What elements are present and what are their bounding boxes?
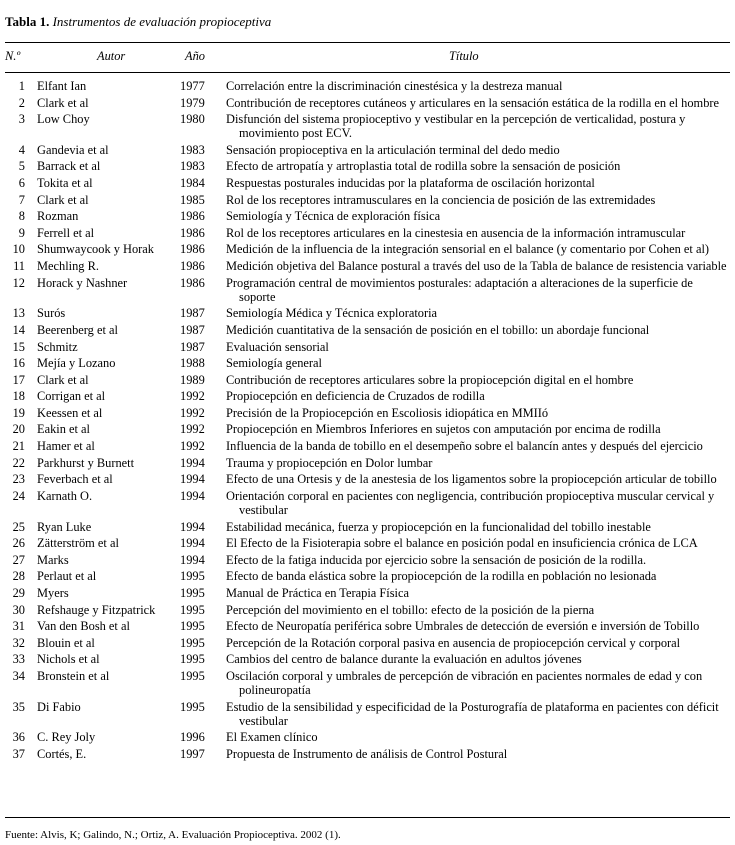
row-author: Blouin et al bbox=[37, 635, 95, 650]
row-number: 28 bbox=[12, 569, 25, 584]
row-title: Orientación corporal en pacientes con negligencia, contribución propioceptiva muscular cervical y vestibular bbox=[226, 488, 715, 517]
table-row bbox=[5, 356, 730, 373]
table-row bbox=[5, 536, 730, 553]
row-number: 5 bbox=[18, 159, 25, 174]
row-author: Karnath O. bbox=[37, 488, 93, 503]
row-number: 17 bbox=[12, 372, 25, 387]
row-number: 22 bbox=[12, 455, 25, 470]
row-author: C. Rey Joly bbox=[37, 730, 96, 745]
row-author: Hamer et al bbox=[37, 439, 95, 454]
row-number: 29 bbox=[12, 585, 25, 600]
row-title-cell bbox=[222, 747, 730, 764]
row-year: 1977 bbox=[180, 79, 205, 93]
row-year: 1997 bbox=[180, 746, 205, 761]
table-row bbox=[5, 472, 730, 489]
table-row bbox=[5, 603, 730, 620]
row-title: Influencia de la banda de tobillo en el desempeño sobre el balancín antes y después del ejercicio bbox=[226, 439, 703, 454]
row-year: 1979 bbox=[180, 95, 205, 110]
row-year: 1986 bbox=[180, 209, 205, 224]
row-number: 27 bbox=[12, 552, 25, 567]
row-author: Refshauge y Fitzpatrick bbox=[37, 602, 156, 617]
row-title: Respuestas posturales inducidas por la plataforma de oscilación horizontal bbox=[226, 176, 595, 191]
row-author: Tokita et al bbox=[37, 176, 93, 191]
row-number: 6 bbox=[18, 176, 25, 191]
row-author: Gandevia et al bbox=[37, 142, 109, 157]
caption-label: Tabla 1. bbox=[5, 14, 50, 29]
row-year: 1988 bbox=[180, 356, 205, 371]
row-title: Efecto de banda elástica sobre la propiocepción de la rodilla en población no lesionada bbox=[226, 569, 657, 584]
caption-text: Instrumentos de evaluación propioceptiva bbox=[52, 14, 272, 29]
row-title-cell bbox=[222, 422, 730, 439]
table-row bbox=[5, 730, 730, 747]
row-number: 1 bbox=[18, 79, 25, 93]
table-caption bbox=[5, 14, 271, 30]
table-row bbox=[5, 323, 730, 340]
row-number: 7 bbox=[18, 192, 25, 207]
table-row bbox=[5, 652, 730, 669]
row-title-cell bbox=[222, 730, 730, 747]
row-title: Programación central de movimientos posturales: adaptación a alteraciones de la superficie de soporte bbox=[226, 275, 693, 304]
table-row bbox=[5, 193, 730, 210]
row-author: Cortés, E. bbox=[37, 746, 87, 761]
row-title-cell bbox=[222, 226, 730, 243]
row-year: 1985 bbox=[180, 192, 205, 207]
top-rule bbox=[5, 42, 730, 43]
row-author: Elfant Ian bbox=[37, 79, 87, 93]
row-title: Precisión de la Propiocepción en Escoliosis idiopática en MMIIó bbox=[226, 405, 549, 420]
row-number: 21 bbox=[12, 439, 25, 454]
row-year: 1980 bbox=[180, 112, 205, 127]
row-title-cell bbox=[222, 520, 730, 537]
row-title: Evaluación sensorial bbox=[226, 339, 329, 354]
row-year: 1994 bbox=[180, 519, 205, 534]
row-author: Barrack et al bbox=[37, 159, 101, 174]
row-year: 1987 bbox=[180, 339, 205, 354]
row-title: Correlación entre la discriminación cinestésica y la destreza manual bbox=[226, 79, 563, 93]
row-number: 9 bbox=[18, 225, 25, 240]
row-author: Beerenberg et al bbox=[37, 322, 118, 337]
row-author: Van den Bosh et al bbox=[37, 619, 130, 634]
row-author: Surós bbox=[37, 306, 66, 321]
row-title-cell bbox=[222, 489, 730, 520]
row-year: 1994 bbox=[180, 536, 205, 551]
row-number: 16 bbox=[12, 356, 25, 371]
table-row bbox=[5, 226, 730, 243]
row-title: Rol de los receptores articulares en la cinestesia en ausencia de la información intramuscular bbox=[226, 225, 686, 240]
row-title: Rol de los receptores intramusculares en la conciencia de posición de las extremidades bbox=[226, 192, 656, 207]
table-row bbox=[5, 340, 730, 357]
table-row bbox=[5, 112, 730, 143]
row-year: 1994 bbox=[180, 455, 205, 470]
row-number: 11 bbox=[13, 259, 25, 274]
row-title-cell bbox=[222, 389, 730, 406]
row-title: Manual de Práctica en Terapia Física bbox=[226, 585, 409, 600]
row-title-cell bbox=[222, 159, 730, 176]
row-author: Perlaut et al bbox=[37, 569, 97, 584]
table-row bbox=[5, 439, 730, 456]
table-row bbox=[5, 389, 730, 406]
table-row bbox=[5, 456, 730, 473]
row-year: 1995 bbox=[180, 569, 205, 584]
table-row bbox=[5, 143, 730, 160]
row-author: Feverbach et al bbox=[37, 472, 113, 487]
table-row bbox=[5, 276, 730, 307]
row-author: Parkhurst y Burnett bbox=[37, 455, 135, 470]
row-title: Trauma y propiocepción en Dolor lumbar bbox=[226, 455, 433, 470]
row-year: 1986 bbox=[180, 242, 205, 257]
row-author: Corrigan et al bbox=[37, 389, 106, 404]
instruments-table bbox=[5, 79, 730, 763]
table-row bbox=[5, 700, 730, 731]
row-number: 30 bbox=[12, 602, 25, 617]
row-number: 35 bbox=[12, 699, 25, 714]
row-year: 1995 bbox=[180, 699, 205, 714]
header-author: Autor bbox=[97, 49, 126, 63]
row-author: Horack y Nashner bbox=[37, 275, 128, 290]
table-row bbox=[5, 520, 730, 537]
source-note: Fuente: Alvis, K; Galindo, N.; Ortiz, A. Evaluación Propioceptiva. 2002 (1). bbox=[5, 829, 341, 841]
row-author: Mechling R. bbox=[37, 259, 99, 274]
row-title-cell bbox=[222, 340, 730, 357]
row-author: Marks bbox=[37, 552, 69, 567]
row-title: Efecto de artropatía y artroplastia total de rodilla sobre la sensación de posición bbox=[226, 159, 621, 174]
row-year: 1995 bbox=[180, 635, 205, 650]
row-title-cell bbox=[222, 669, 730, 700]
row-year: 1994 bbox=[180, 488, 205, 503]
row-author: Eakin et al bbox=[37, 422, 90, 437]
row-author: Clark et al bbox=[37, 192, 89, 207]
row-title-cell bbox=[222, 306, 730, 323]
row-author: Low Choy bbox=[37, 112, 90, 127]
row-title-cell bbox=[222, 456, 730, 473]
row-title-cell bbox=[222, 112, 730, 143]
row-title-cell bbox=[222, 700, 730, 731]
row-title: Medición objetiva del Balance postural a través del uso de la Tabla de balance de resistencia variable bbox=[226, 259, 727, 274]
row-title-cell bbox=[222, 209, 730, 226]
row-title-cell bbox=[222, 373, 730, 390]
row-title-cell bbox=[222, 586, 730, 603]
row-year: 1992 bbox=[180, 439, 205, 454]
row-number: 24 bbox=[12, 488, 25, 503]
row-title: Contribución de receptores cutáneos y articulares en la sensación estática de la rodilla en el hombre bbox=[226, 95, 720, 110]
row-year: 1987 bbox=[180, 306, 205, 321]
row-title: Semiología Médica y Técnica exploratoria bbox=[226, 306, 438, 321]
row-title: Efecto de una Ortesis y de la anestesia de los ligamentos sobre la propiocepción articular de tobillo bbox=[226, 472, 717, 487]
row-author: Clark et al bbox=[37, 95, 89, 110]
row-title: Efecto de Neuropatía periférica sobre Umbrales de detección de eversión e inversión de Tobillo bbox=[226, 619, 700, 634]
row-number: 32 bbox=[12, 635, 25, 650]
row-year: 1986 bbox=[180, 259, 205, 274]
row-title: Semiología general bbox=[226, 356, 322, 371]
row-year: 1984 bbox=[180, 176, 205, 191]
row-title: Efecto de la fatiga inducida por ejercicio sobre la sensación de posición de la rodilla. bbox=[226, 552, 647, 567]
row-title-cell bbox=[222, 96, 730, 113]
row-title-cell bbox=[222, 553, 730, 570]
row-title-cell bbox=[222, 439, 730, 456]
row-title-cell bbox=[222, 176, 730, 193]
row-number: 34 bbox=[12, 668, 25, 683]
row-author: Mejía y Lozano bbox=[37, 356, 116, 371]
row-title: Semiología y Técnica de exploración física bbox=[226, 209, 441, 224]
row-year: 1987 bbox=[180, 322, 205, 337]
row-title-cell bbox=[222, 259, 730, 276]
row-title: Percepción del movimiento en el tobillo: efecto de la posición de la pierna bbox=[226, 602, 595, 617]
row-title-cell bbox=[222, 536, 730, 553]
row-number: 14 bbox=[12, 322, 25, 337]
row-year: 1992 bbox=[180, 405, 205, 420]
row-title-cell bbox=[222, 619, 730, 636]
row-number: 20 bbox=[12, 422, 25, 437]
table-row bbox=[5, 373, 730, 390]
row-year: 1996 bbox=[180, 730, 205, 745]
row-number: 10 bbox=[12, 242, 25, 257]
table-row bbox=[5, 159, 730, 176]
row-number: 13 bbox=[12, 306, 25, 321]
row-number: 18 bbox=[12, 389, 25, 404]
table-row bbox=[5, 406, 730, 423]
row-year: 1986 bbox=[180, 275, 205, 290]
table-row bbox=[5, 422, 730, 439]
row-title: Estabilidad mecánica, fuerza y propiocepción en la funcionalidad del tobillo inestable bbox=[226, 519, 651, 534]
row-number: 19 bbox=[12, 405, 25, 420]
row-title-cell bbox=[222, 276, 730, 307]
row-year: 1986 bbox=[180, 225, 205, 240]
row-year: 1995 bbox=[180, 619, 205, 634]
row-title-cell bbox=[222, 143, 730, 160]
row-author: Myers bbox=[37, 585, 69, 600]
table-row bbox=[5, 489, 730, 520]
table-row bbox=[5, 553, 730, 570]
row-year: 1994 bbox=[180, 472, 205, 487]
table-row bbox=[5, 586, 730, 603]
row-title-cell bbox=[222, 323, 730, 340]
row-title: Propuesta de Instrumento de análisis de Control Postural bbox=[226, 746, 508, 761]
row-title: Sensación propioceptiva en la articulación terminal del dedo medio bbox=[226, 142, 560, 157]
row-title: Estudio de la sensibilidad y especificidad de la Posturografía de plataforma en pacientes con déficit vestibular bbox=[226, 699, 719, 728]
row-author: Ryan Luke bbox=[37, 519, 92, 534]
row-author: Rozman bbox=[37, 209, 79, 224]
row-title-cell bbox=[222, 652, 730, 669]
row-author: Bronstein et al bbox=[37, 668, 110, 683]
table-row bbox=[5, 242, 730, 259]
row-year: 1983 bbox=[180, 142, 205, 157]
row-number: 3 bbox=[18, 112, 25, 127]
row-number: 25 bbox=[12, 519, 25, 534]
row-number: 12 bbox=[12, 275, 25, 290]
header-year: Año bbox=[185, 49, 205, 63]
row-title-cell bbox=[222, 79, 730, 96]
row-number: 8 bbox=[18, 209, 25, 224]
row-author: Shumwaycook y Horak bbox=[37, 242, 155, 257]
row-year: 1992 bbox=[180, 389, 205, 404]
row-title-cell bbox=[222, 193, 730, 210]
table-row bbox=[5, 619, 730, 636]
row-author: Schmitz bbox=[37, 339, 78, 354]
row-title: El Efecto de la Fisioterapia sobre el balance en posición podal en insuficiencia crónica de LCA bbox=[226, 536, 698, 551]
table-row bbox=[5, 176, 730, 193]
row-number: 33 bbox=[12, 652, 25, 667]
row-title: Medición de la influencia de la integración sensorial en el balance (y comentario por Cohen et al) bbox=[226, 242, 710, 257]
row-title-cell bbox=[222, 356, 730, 373]
row-title: El Examen clínico bbox=[226, 730, 318, 745]
row-title: Contribución de receptores articulares sobre la propiocepción digital en el hombre bbox=[226, 372, 634, 387]
table-row bbox=[5, 669, 730, 700]
row-author: Keessen et al bbox=[37, 405, 103, 420]
table-row bbox=[5, 569, 730, 586]
row-title: Percepción de la Rotación corporal pasiva en ausencia de propiocepción cervical y corporal bbox=[226, 635, 681, 650]
row-title: Medición cuantitativa de la sensación de posición en el tobillo: un abordaje funcional bbox=[226, 322, 650, 337]
table-row bbox=[5, 209, 730, 226]
row-number: 31 bbox=[12, 619, 25, 634]
row-title-cell bbox=[222, 636, 730, 653]
row-author: Di Fabio bbox=[37, 699, 81, 714]
bottom-rule bbox=[5, 817, 730, 818]
row-title-cell bbox=[222, 569, 730, 586]
row-author: Zätterström et al bbox=[37, 536, 119, 551]
row-title: Cambios del centro de balance durante la evaluación en adultos jóvenes bbox=[226, 652, 582, 667]
row-author: Nichols et al bbox=[37, 652, 100, 667]
row-number: 37 bbox=[12, 746, 25, 761]
table-row bbox=[5, 96, 730, 113]
row-title-cell bbox=[222, 406, 730, 423]
row-year: 1995 bbox=[180, 585, 205, 600]
row-number: 4 bbox=[18, 142, 25, 157]
row-number: 23 bbox=[12, 472, 25, 487]
row-year: 1983 bbox=[180, 159, 205, 174]
table-row bbox=[5, 747, 730, 764]
table-row bbox=[5, 259, 730, 276]
header-title: Título bbox=[449, 49, 479, 63]
row-title: Disfunción del sistema propioceptivo y vestibular en la percepción de verticalidad, postura y movimiento post ECV. bbox=[226, 112, 686, 141]
table-row bbox=[5, 306, 730, 323]
row-title-cell bbox=[222, 242, 730, 259]
row-number: 26 bbox=[12, 536, 25, 551]
row-title: Oscilación corporal y umbrales de percepción de vibración en pacientes normales de edad y con polineuropatía bbox=[226, 668, 703, 697]
table-row bbox=[5, 79, 730, 96]
header-rule bbox=[5, 72, 730, 73]
row-year: 1989 bbox=[180, 372, 205, 387]
row-number: 36 bbox=[12, 730, 25, 745]
row-year: 1992 bbox=[180, 422, 205, 437]
row-title-cell bbox=[222, 603, 730, 620]
row-year: 1994 bbox=[180, 552, 205, 567]
row-number: 15 bbox=[12, 339, 25, 354]
row-author: Ferrell et al bbox=[37, 225, 95, 240]
header-num: N.º bbox=[5, 49, 21, 63]
table-row bbox=[5, 636, 730, 653]
row-title: Propiocepción en deficiencia de Cruzados de rodilla bbox=[226, 389, 485, 404]
row-number: 2 bbox=[18, 95, 25, 110]
table-header bbox=[5, 49, 730, 64]
row-year: 1995 bbox=[180, 668, 205, 683]
row-title-cell bbox=[222, 472, 730, 489]
row-year: 1995 bbox=[180, 652, 205, 667]
row-title: Propiocepción en Miembros Inferiores en sujetos con amputación por encima de rodilla bbox=[226, 422, 661, 437]
row-year: 1995 bbox=[180, 602, 205, 617]
row-author: Clark et al bbox=[37, 372, 89, 387]
